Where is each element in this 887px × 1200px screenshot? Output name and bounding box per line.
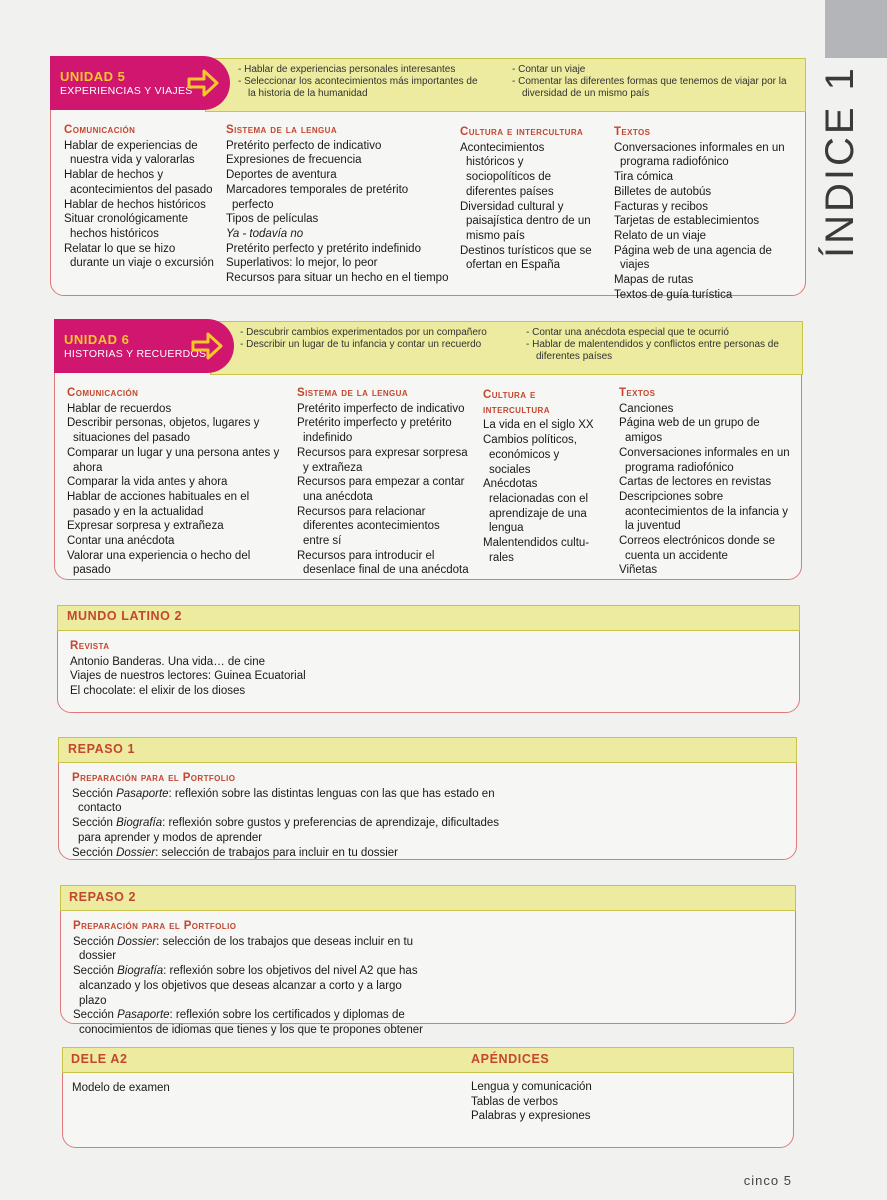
list-item: Lengua y comunicación [471,1081,592,1093]
list-item: Cartas de lectores en revistas [619,476,772,489]
list-item: Sección Biografía: reflexión sobre gustos y preferencias de aprendizaje, dificultades para aprender y modos de aprender [72,817,500,844]
arrow-right-icon [186,66,220,100]
section-heading: Cultura e intercultura [460,126,584,138]
list-item: Describir personas, objetos, lugares y situaciones del pasado [67,417,260,445]
arrow-right-icon [190,329,224,363]
unit6-cultura [483,388,603,565]
list-item: Marcadores temporales de pretérito perfecto [226,183,409,211]
unit5-textos [614,125,794,302]
corner-tab [825,0,887,58]
list-item: Facturas y recibos [614,200,708,213]
list-item: Billetes de autobús [614,185,712,198]
repaso1-band [58,737,797,763]
list-item: Sección Dossier: selección de los trabajos que deseas incluir en tu dossier [73,935,414,963]
list-item: Mapas de rutas [614,274,694,287]
unit6-objectives-right [526,327,796,363]
list-item: Sección Pasaporte: reflexión sobre las distintas lenguas con las que has estado en contacto [72,787,495,815]
list-item: Hablar de recuerdos [67,402,172,415]
list-item: Conversaciones informales en un programa radiofónico [619,446,790,474]
list-item: Recursos para situar un hecho en el tiempo [226,272,449,285]
objective: - Describir un lugar de tu infancia y contar un recuerdo [240,339,482,350]
list-item: Expresiones de frecuencia [226,154,362,167]
list-item: Cambios políticos, económicos y sociales [483,434,577,476]
repaso2-title: REPASO 2 [69,890,137,904]
dele-list [72,1081,372,1096]
unit5-comunicacion [64,123,214,271]
apendices-title: APÉNDICES [471,1052,550,1066]
unit6-textos [619,386,797,578]
list-item: Página web de un grupo de amigos [619,417,760,445]
list-item: Pretérito imperfecto de indicativo [297,402,465,415]
unit5-title: EXPERIENCIAS Y VIAJES [60,85,193,97]
list-item: Modelo de examen [72,1082,170,1094]
unit6-badge[interactable] [54,319,234,373]
list-item: Hablar de hechos y acontecimientos del pasado [64,169,213,196]
objective: - Hablar de experiencias personales interesantes [238,64,456,75]
list-item: Descripciones sobre acontecimientos de la infancia y la juventud [619,490,789,533]
list-item: Hablar de acciones habituales en el pasado y en la actualidad [67,490,250,518]
objective: - Hablar de malentendidos y conflictos entre personas de diferentes países [526,339,779,362]
list-item: Expresar sorpresa y extrañeza [67,520,224,533]
objective: - Contar una anécdota especial que te ocurrió [526,327,729,338]
list-item: Viñetas [619,564,658,577]
list-item: Situar cronológicamente hechos históricos [64,213,189,240]
list-item: Acontecimientos históricos y sociopolíticos de diferentes países [460,141,554,198]
list-item: Malentendidos cultu-rales [483,537,590,564]
list-item: Hablar de hechos históricos [64,198,206,211]
list-item: Deportes de aventura [226,169,337,182]
unit6-objectives-left [240,327,510,351]
unit5-objectives-left [238,64,488,100]
list-item: Correos electrónicos donde se cuenta un accidente [619,535,775,562]
unit5-number: UNIDAD 5 [60,69,126,84]
unit6-title: HISTORIAS Y RECUERDOS [64,348,207,360]
objective: - Contar un viaje [512,64,586,75]
section-heading: Revista [70,640,110,652]
objective: - Descubrir cambios experimentados por un compañero [240,327,487,338]
list-item: Conversaciones informales en un programa radiofónico [614,141,785,169]
objective: - Comentar las diferentes formas que tenemos de viajar por la diversidad de un mismo país [512,76,787,99]
page-title: ÍNDICE 1 [818,65,862,258]
dele-title: DELE A2 [71,1052,128,1066]
list-item: Ya - todavía no [226,227,304,240]
repaso2-list [73,919,423,1038]
section-heading: Sistema de la lengua [297,387,409,399]
list-item: Diversidad cultural y paisajística dentro de un mismo país [460,200,591,242]
list-item: Textos de guía turística [614,288,733,301]
repaso2-band [60,885,796,911]
unit6-comunicacion [67,386,285,578]
list-item: Tarjetas de establecimientos [614,215,760,228]
section-heading: Textos [614,126,651,138]
unit6-sistema [297,386,469,578]
unit5-sistema [226,123,451,286]
repaso1-title: REPASO 1 [68,742,136,756]
list-item: La vida en el siglo XX [483,419,594,432]
apendices-list [471,1080,771,1124]
list-item: Recursos para introducir el desenlace final de una anécdota [297,549,469,577]
list-item: Superlativos: lo mejor, lo peor [226,257,378,270]
list-item: El chocolate: el elixir de los dioses [70,685,246,698]
mundo-title: MUNDO LATINO 2 [67,609,183,623]
unit5-objectives-right [512,64,797,100]
page-number: cinco 5 [743,1173,792,1188]
list-item: Anécdotas relacionadas con el aprendizaje de una lengua [483,478,589,535]
list-item: Recursos para empezar a contar una anécdota [297,476,465,503]
list-item: Sección Biografía: reflexión sobre los objetivos del nivel A2 que has alcanzado y los objetivos que deseas alcanzar a corto y a largo plazo [73,965,418,1007]
section-heading: Textos [619,387,656,399]
section-heading: Sistema de la lengua [226,124,338,136]
list-item: Comparar la vida antes y ahora [67,476,228,489]
section-heading: Comunicación [64,124,136,136]
list-item: Viajes de nuestros lectores: Guinea Ecuatorial [70,670,306,683]
unit5-badge[interactable] [50,56,230,110]
list-item: Página web de una agencia de viajes [614,244,772,272]
list-item: Tipos de películas [226,213,319,226]
section-heading: Preparación para el Portfolio [73,920,237,932]
mundo-list [70,639,470,699]
repaso1-list [72,771,502,860]
list-item: Recursos para relacionar diferentes acontecimientos entre sí [297,505,440,548]
list-item: Tira cómica [614,171,673,184]
list-item: Hablar de experiencias de nuestra vida y valorarlas [64,139,198,167]
list-item: Pretérito perfecto de indicativo [226,139,382,152]
list-item: Relatar lo que se hizo durante un viaje o excursión [64,242,214,270]
section-heading: Comunicación [67,387,139,399]
list-item: Tablas de verbos [471,1095,558,1108]
section-heading: Cultura e intercultura [483,389,550,416]
section-heading: Preparación para el Portfolio [72,772,236,784]
list-item: Sección Dossier: selección de trabajos para incluir en tu dossier [72,846,399,859]
unit6-number: UNIDAD 6 [64,332,130,347]
list-item: Antonio Banderas. Una vida… de cine [70,655,265,668]
list-item: Palabras y expresiones [471,1110,591,1123]
list-item: Pretérito imperfecto y pretérito indefinido [297,417,452,445]
objective: - Seleccionar los acontecimientos más importantes de la historia de la humanidad [238,76,478,99]
list-item: Recursos para expresar sorpresa y extrañeza [297,446,468,474]
unit5-cultura [460,125,595,273]
list-item: Valorar una experiencia o hecho del pasado [67,549,251,577]
list-item: Canciones [619,402,674,415]
list-item: Comparar un lugar y una persona antes y ahora [67,446,280,474]
list-item: Relato de un viaje [614,229,707,242]
list-item: Pretérito perfecto y pretérito indefinido [226,242,421,255]
dele-band [62,1047,794,1073]
list-item: Destinos turísticos que se ofertan en España [460,244,592,272]
list-item: Contar una anécdota [67,535,175,548]
list-item: Sección Pasaporte: reflexión sobre los certificados y diplomas de conocimientos de idiomas que tienes y los que te propones obtener [73,1009,423,1036]
